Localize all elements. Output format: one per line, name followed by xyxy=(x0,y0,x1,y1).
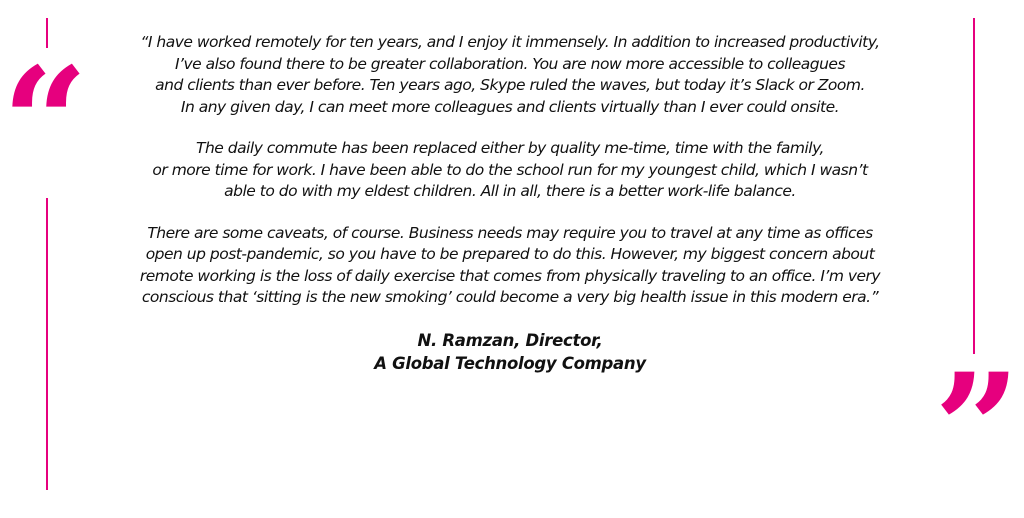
quote-line: able to do with my eldest children. All in all, there is a better work-life balance. xyxy=(224,182,796,200)
quote-line: or more time for work. I have been able to do the school run for my youngest child, which I wasn’t xyxy=(152,160,868,179)
attribution xyxy=(100,329,920,375)
close-quote-icon: ” xyxy=(928,354,1018,504)
testimonial-quote xyxy=(100,32,920,375)
quote-line: conscious that ‘sitting is the new smoking’ could become a very big health issue in this modern era.” xyxy=(141,288,879,306)
quote-paragraph-2 xyxy=(100,138,920,203)
quote-line: The daily commute has been replaced either by quality me-time, time with the family, xyxy=(196,139,824,157)
quote-line: open up post-pandemic, so you have to be prepared to do this. However, my biggest concern about xyxy=(145,245,875,263)
quote-line: I’ve also found there to be greater collaboration. You are now more accessible to colleagues xyxy=(174,54,846,73)
quote-line: There are some caveats, of course. Business needs may require you to travel at any time as offices xyxy=(147,223,873,242)
quote-line: and clients than ever before. Ten years ago, Skype ruled the waves, but today it’s Slack or Zoom. xyxy=(155,76,865,94)
quote-line: “I have worked remotely for ten years, and I enjoy it immensely. In addition to increased productivity, xyxy=(140,33,880,51)
open-quote-icon: “ xyxy=(0,48,88,198)
author-company: A Global Technology Company xyxy=(374,353,646,373)
quote-line: In any given day, I can meet more colleagues and clients virtually than I ever could onsite. xyxy=(180,97,840,116)
quote-paragraph-1 xyxy=(100,32,920,118)
quote-line: remote working is the loss of daily exercise that comes from physically traveling to an office. I’m very xyxy=(139,266,881,285)
author-name-title: N. Ramzan, Director, xyxy=(417,330,603,350)
quote-paragraph-3 xyxy=(100,223,920,309)
